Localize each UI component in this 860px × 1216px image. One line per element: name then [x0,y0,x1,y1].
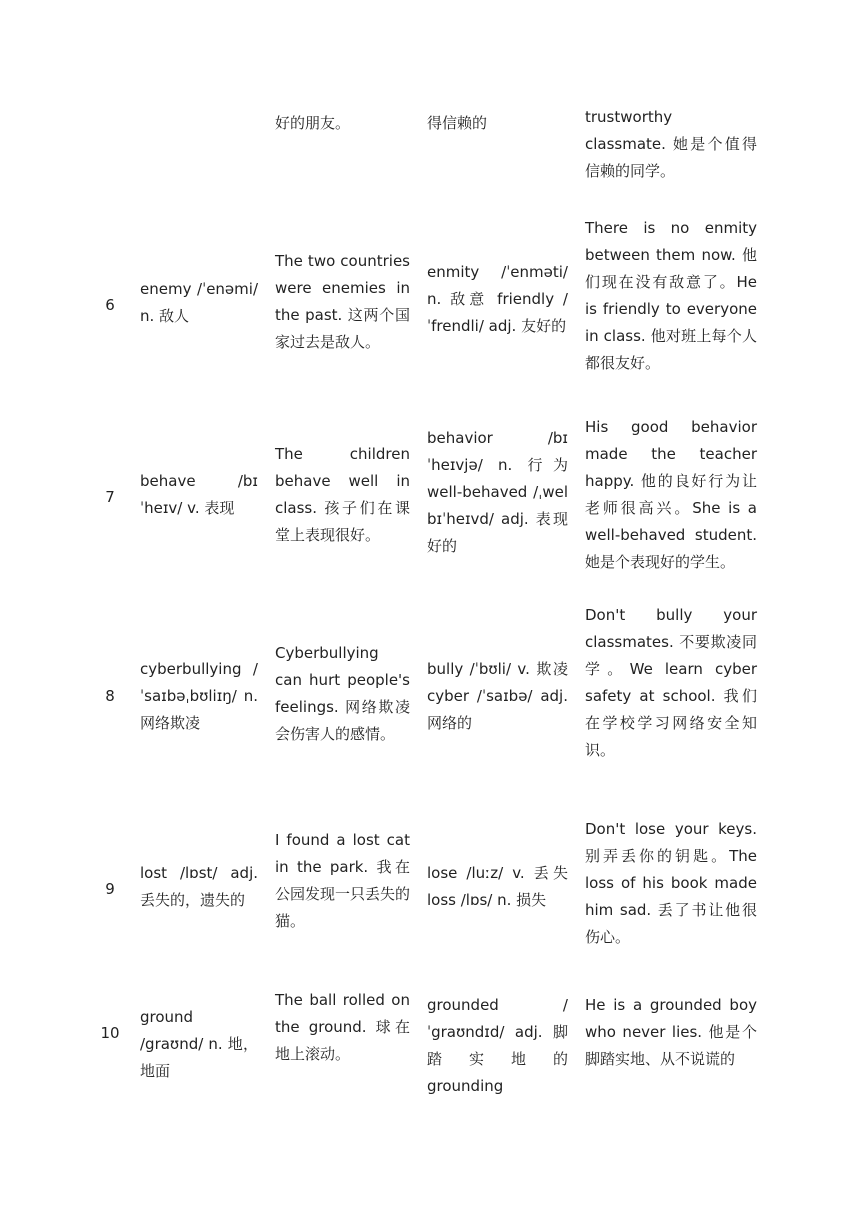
top-row-related: 得信赖的 [427,114,488,132]
row-extended: There is no enmity between them now. 他们现在没有敌意了。He is friendly to everyone in class. 他对班上每个人都很友好。 [585,219,757,372]
row-extended: His good behavior made the teacher happy. 他的良好行为让老师很高兴。She is a well-behaved student. 她是个表现好的学生。 [585,418,757,571]
row-number: 9 [105,880,115,898]
row-word: enemy /ˈenəmi/ n. 敌人 [140,280,258,325]
row-number: 6 [105,296,115,314]
row-example: Cyberbullying can hurt people's feelings. 网络欺凌会伤害人的感情。 [275,644,410,743]
row-word: lost /lɒst/ adj. 丢失的，遗失的 [140,864,258,909]
row-example: The two countries were enemies in the past. 这两个国家过去是敌人。 [275,252,410,351]
top-row-example: 好的朋友。 [275,114,351,132]
top-row-extended: trustworthy classmate. 她是个值得信赖的同学。 [585,108,757,180]
row-related: lose /luːz/ v. 丢失 loss /lɒs/ n. 损失 [427,864,568,909]
row-word: behave /bɪˈheɪv/ v. 表现 [140,472,258,517]
row-example: I found a lost cat in the park. 我在公园发现一只丢失的猫。 [275,831,411,930]
row-related: enmity /ˈenməti/ n. 敌意 friendly /ˈfrendli/ adj. 友好的 [427,263,568,335]
row-related: grounded /ˈgraʊndɪd/ adj. 脚踏实地的 grounding [427,996,568,1095]
row-example: The children behave well in class. 孩子们在课堂上表现很好。 [275,445,410,544]
row-number: 8 [105,687,115,705]
row-related: behavior /bɪˈheɪvjə/ n. 行为 well-behaved /ˌwel bɪˈheɪvd/ adj. 表现好的 [427,429,568,555]
row-word: ground /graʊnd/ n. 地，地面 [140,1008,258,1080]
row-extended: He is a grounded boy who never lies. 他是个脚踏实地、从不说谎的 [585,996,757,1068]
row-number: 7 [105,488,115,506]
row-extended: Don't bully your classmates. 不要欺凌同学。We learn cyber safety at school. 我们在学校学习网络安全知识。 [585,606,757,759]
row-number: 10 [100,1024,120,1042]
row-extended: Don't lose your keys. 别弄丢你的钥匙。The loss of his book made him sad. 丢了书让他很伤心。 [585,820,757,946]
row-example: The ball rolled on the ground. 球在地上滚动。 [275,991,410,1063]
row-word: cyberbullying /ˈsaɪbəˌbʊliɪŋ/ n. 网络欺凌 [140,660,258,732]
row-related: bully /ˈbʊli/ v. 欺凌 cyber /ˈsaɪbə/ adj. 网络的 [427,660,568,732]
